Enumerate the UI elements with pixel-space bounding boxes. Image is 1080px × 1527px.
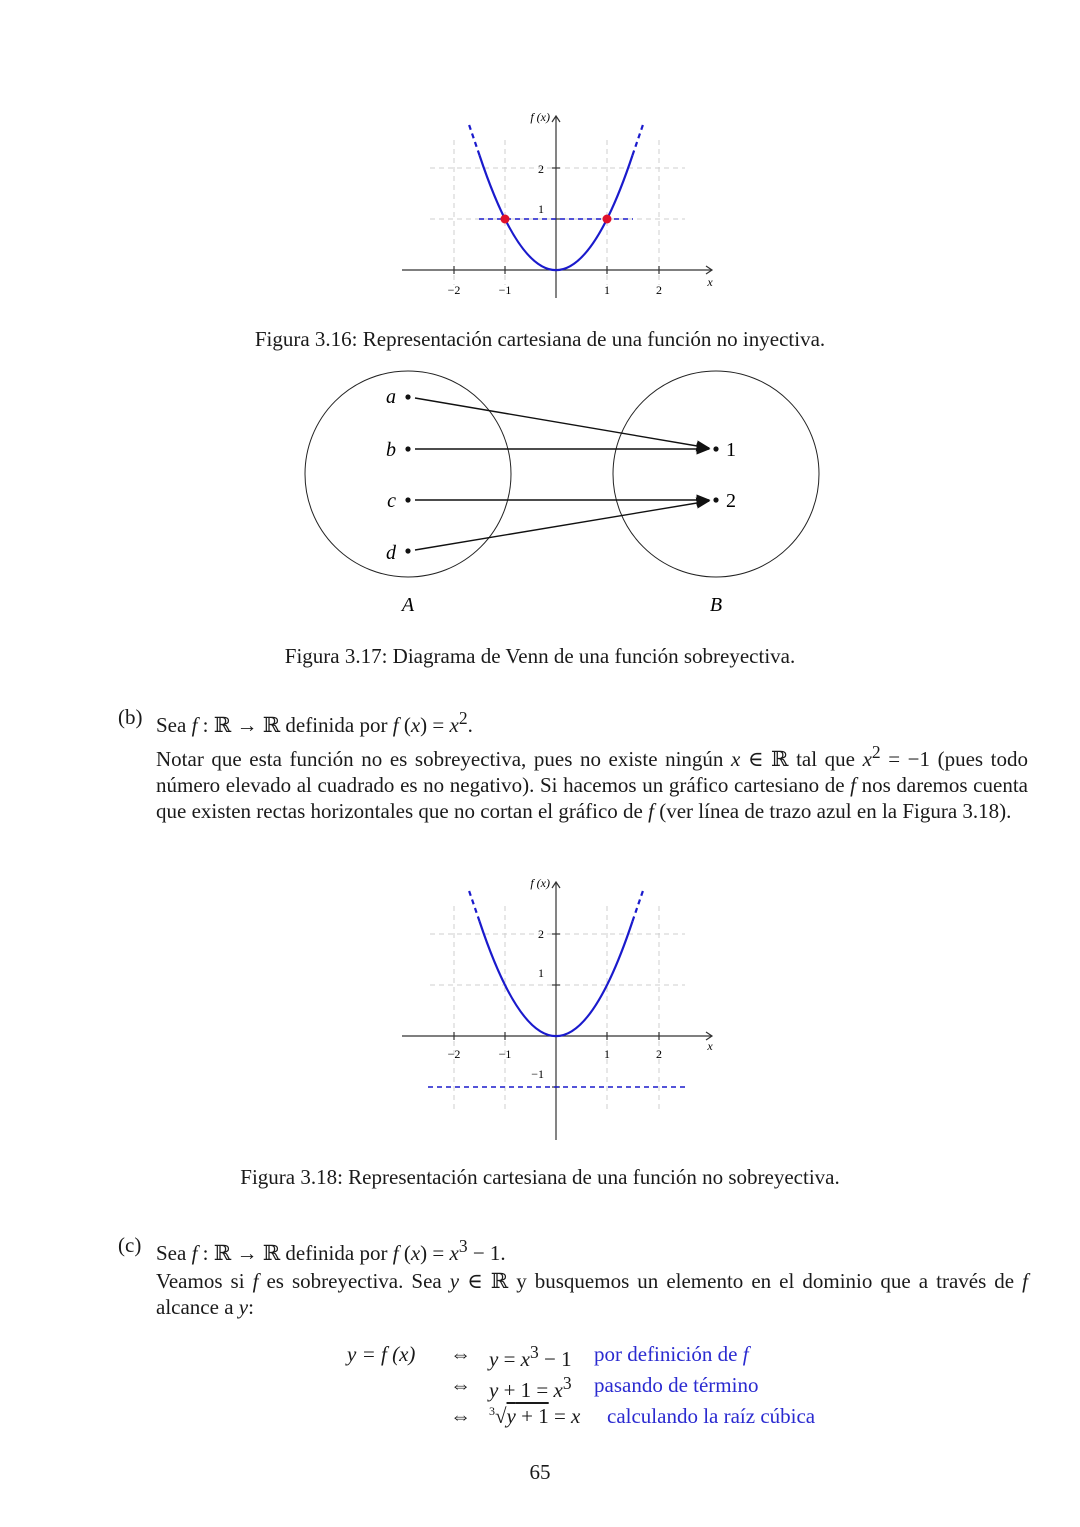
x-axis-label: x [707,275,713,289]
set-a-label: A [401,594,415,616]
figure-3-16-plot [380,100,740,310]
parabola-extension-left [468,122,479,155]
item-c-statement: Sea f : ℝ → ℝ definida por f $(x) = x^3 - 1$. [156,1236,506,1265]
item-b-paragraph: Notar que esta función no es sobreyectiva, pues no existe ningún x ∈ ℝ tal que $x^2 = -1$ (pues todo número elevado al cuadrado es no negativo). Si hacemos un gráfico cartesiano de f nos daremos cuenta que existen rectas horizontales que no cortan el gráfico de f (ver línea de trazo azul en la Figura 3.18). [156,742,1028,823]
x-tick-label: −1 [498,1047,512,1061]
element-point-c [405,497,410,502]
y-tick-label: 2 [538,927,544,941]
element-label-a: a [386,386,396,408]
element-point-2 [713,497,718,502]
derivation-note-2: pasando de término [594,1373,759,1397]
y-tick-label: 1 [538,966,544,980]
arrow-a-to-1 [415,398,709,448]
x-tick-label: −2 [447,283,461,297]
y-tick-label: 2 [538,162,544,176]
element-point-d [405,548,410,553]
y-axis-label: f (x) [530,110,550,124]
x-tick-label: −2 [447,1047,461,1061]
element-point-1 [713,446,718,451]
x-tick-label: 2 [656,283,662,297]
iff-symbol: ⇔ [450,1404,471,1428]
y-axis-label: f (x) [530,876,550,890]
figure-3-18-plot [380,866,740,1146]
parabola-extension-right [633,888,644,921]
set-b-label: B [709,594,723,616]
element-label-d: d [386,542,396,564]
grid [430,906,685,1111]
figure-3-17-caption: Figura 3.17: Diagrama de Venn de una función sobreyectiva. [284,644,796,668]
figure-3-16-caption: Figura 3.16: Representación cartesiana de una función no inyectiva. [254,327,826,351]
element-point-b [405,446,410,451]
x-axis-label: x [707,1039,713,1053]
parabola-extension-left [468,888,479,921]
derivation-step-3: $^3$√y + 1 = x [489,1404,581,1428]
set-a-circle [305,371,511,577]
intersection-point [603,215,612,224]
derivation-note-3: calculando la raíz cúbica [607,1404,816,1428]
set-b-circle [613,371,819,577]
element-label-c: c [387,490,396,512]
item-c-paragraph: Veamos si f es sobreyectiva. Sea y ∈ ℝ y busquemos un elemento en el dominio que a través de f alcance a y: [156,1269,1029,1319]
y-tick-label: 1 [538,202,544,216]
y-tick-label-neg: −1 [531,1067,544,1081]
item-b-label: (b) [118,705,143,729]
page-number: 65 [529,1460,551,1484]
item-b-statement: Sea f : ℝ → ℝ definida por f $(x) = x^2$. [156,708,473,737]
element-point-a [405,394,410,399]
x-tick-label: 1 [604,1047,610,1061]
grid [430,140,685,285]
figure-3-18-caption: Figura 3.18: Representación cartesiana de una función no sobreyectiva. [240,1165,840,1189]
derivation-note-1: por definición de f [594,1342,749,1366]
x-tick-label: 2 [656,1047,662,1061]
derivation-lhs: y = f (x) [347,1342,416,1366]
derivation-step-2: $y + 1 = x^3$ [489,1373,572,1402]
element-label-1: 1 [726,439,736,461]
x-tick-label: −1 [498,283,512,297]
iff-symbol: ⇔ [450,1342,471,1366]
x-tick-label: 1 [604,283,610,297]
element-label-b: b [386,439,396,461]
axes [402,882,712,1140]
element-label-2: 2 [726,490,736,512]
figure-3-17-venn-diagram [295,365,835,625]
intersection-point [501,215,510,224]
item-c-label: (c) [118,1233,142,1257]
arrow-d-to-2 [415,501,709,550]
derivation-step-1: $y = x^3 - 1$ [489,1342,572,1371]
iff-symbol: ⇔ [450,1373,471,1397]
parabola-extension-right [633,122,644,155]
